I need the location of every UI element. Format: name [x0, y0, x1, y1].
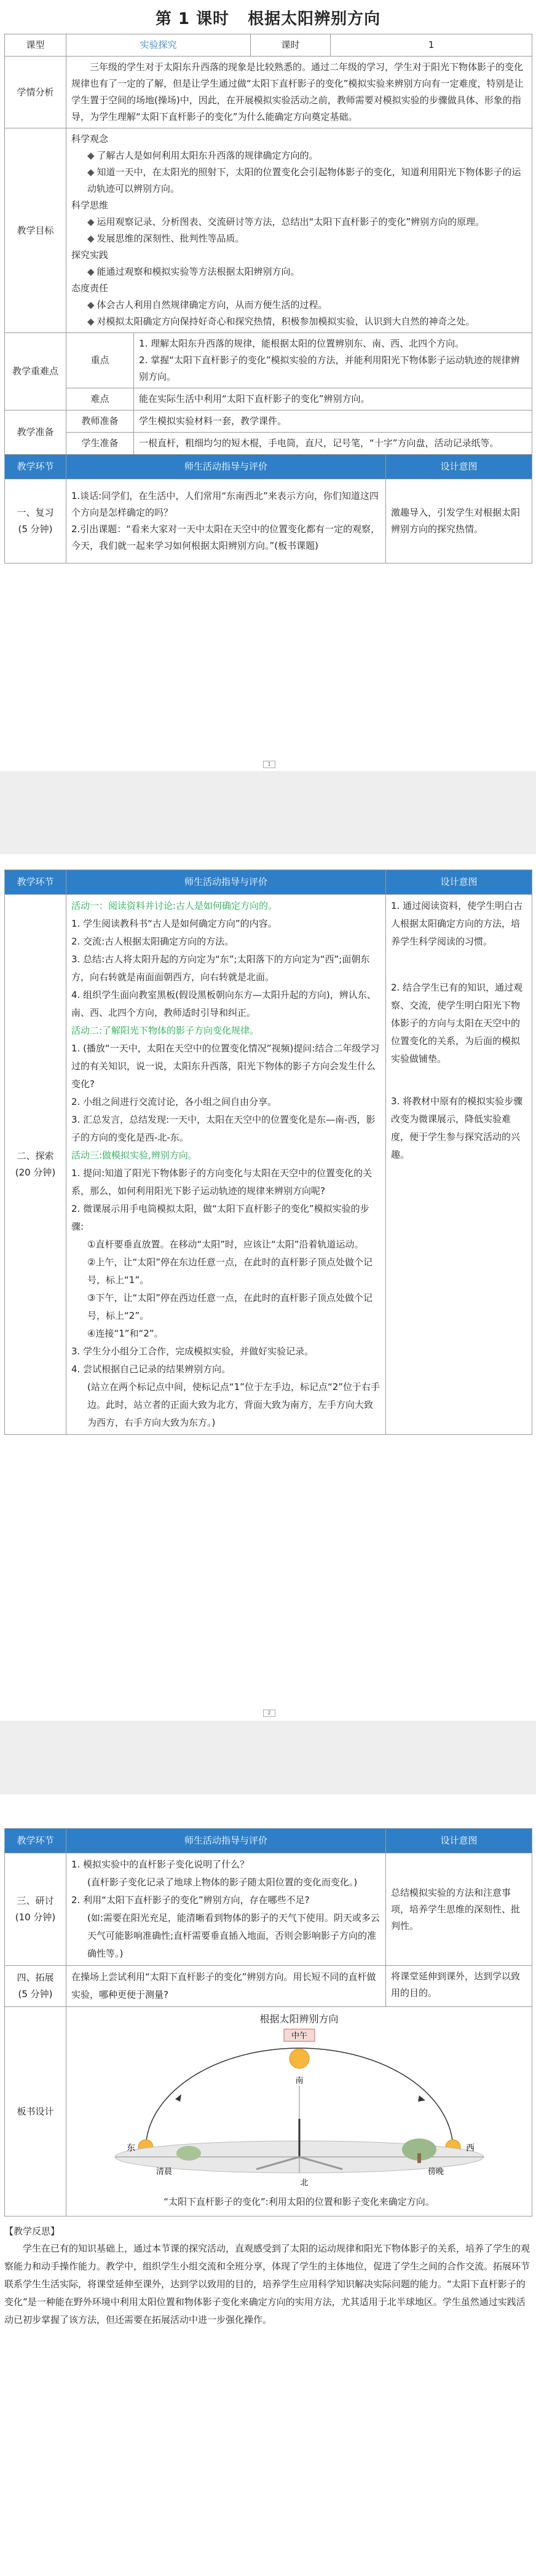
intent-item: 2. 结合学生已有的知识，通过观察、交流，使学生明白阳光下物体影子的方向与太阳在天空中的位置变化的关系，为后面的模拟实验做铺垫。 — [391, 982, 523, 1064]
explore-activity — [66, 895, 386, 1435]
activity-item: 4. 组织学生面向教室黑板(假设黑板朝向东方—太阳升起的方向)，辨认东、南、西、北四个方向，教师适时引导和纠正。 — [71, 989, 376, 1018]
page-indicator: 1 — [263, 761, 275, 768]
activity-note: (如:需要在阳光充足，能清晰看到物体的影子的天气下使用。阴天或多云天气可能影响准确性;直杆需要垂直插入地面，否则会影响影子方向的准确性等。) — [87, 1912, 380, 1959]
checkbox-icon: ◆ — [87, 233, 95, 244]
page-title — [0, 0, 536, 34]
activity-item: 3. 汇总发言，总结发现:一天中，太阳在天空中的位置变化是东—南-西，影子的方向的变化是西-北-东。 — [71, 1114, 376, 1143]
stage-expand: 四、拓展 (5 分钟) — [5, 1966, 66, 2007]
type-label: 课型 — [5, 34, 66, 57]
board-diagram — [72, 2027, 527, 2194]
student-prep-text: 一根直杆，粗细均匀的短木棍，手电筒，直尺，记号笔，“十字”方向盘，活动记录纸等。 — [134, 433, 532, 455]
student-prep-label: 学生准备 — [66, 433, 134, 455]
activity-note: (直杆影子变化记录了地球上物体的影子随太阳位置的变化而变化。) — [87, 1877, 358, 1888]
analysis-label: 学情分析 — [5, 57, 66, 128]
review-activity — [66, 479, 386, 564]
stage-review: 一、复习 (5 分钟) — [5, 479, 66, 564]
difficulty-text: 能在实际生活中利用“太阳下直杆影子的变化”辨别方向。 — [134, 388, 532, 410]
reflection-section — [4, 2223, 532, 2329]
evening-label: 傍晚 — [427, 2167, 444, 2177]
checkbox-icon: ◆ — [87, 299, 95, 310]
header-stage: 教学环节 — [5, 455, 66, 479]
key-points-table — [4, 332, 532, 455]
activity-item: 1.谈话:同学们，在生活中，人们常用“东南西北”来表示方向，你们知道这四个方向是怎样确定的吗？ — [71, 490, 379, 518]
goal-item: ◆ 了解古人是如何利用太阳东升西落的规律确定方向的。 — [87, 150, 318, 161]
morning-label: 清晨 — [156, 2167, 172, 2177]
type-value: 实验探究 — [66, 34, 251, 57]
activity-item: 1. 学生阅读教科书“古人是如何确定方向”的内容。 — [71, 918, 277, 929]
goal-item: ◆ 运用观察记录、分析图表、交流研讨等方法，总结出“太阳下直杆影子的变化”辨别方向的原理。 — [87, 216, 485, 227]
header-activity: 师生活动指导与评价 — [66, 1829, 386, 1853]
intent-item: 3. 将教材中原有的模拟实验步骤改变为微课展示，降低实验难度，便于学生参与探究活动的兴趣。 — [391, 1096, 523, 1160]
goal-heading: 探究实践 — [71, 249, 109, 261]
stage-explore: 二、探索 (20 分钟) — [5, 895, 66, 1435]
activity-step: ②上午，让“太阳”停在东边任意一点，在此时的直杆影子顶点处做个记号，标上“1”。 — [87, 1257, 372, 1286]
checkbox-icon: ◆ — [87, 266, 95, 277]
activity-item: 2. 利用“太阳下直杆影子的变化”辨别方向，存在哪些不足? — [71, 1895, 310, 1906]
discuss-activity — [66, 1853, 386, 1966]
header-intent: 设计意图 — [386, 870, 532, 895]
activity-item: 2.引出课题：“看来大家对一天中太阳在天空中的位置变化都有一定的观察，今天，我们就一起来学习如何根据太阳辨别方向。”(板书课题) — [71, 524, 380, 551]
goal-item: ◆ 发展思维的深刻性、批判性等品质。 — [87, 233, 245, 244]
lesson-number: 第 1 课时 — [155, 10, 230, 28]
activity-step: ④连接“1”和“2”。 — [87, 1328, 164, 1339]
board-caption: “太阳下直杆影子的变化”:利用太阳的位置和影子变化来确定方向。 — [164, 2196, 435, 2207]
activity-step: ①直杆要垂直放置。在移动“太阳”时，应该让“太阳”沿着轨道运动。 — [87, 1239, 364, 1250]
header-activity: 师生活动指导与评价 — [66, 870, 386, 895]
key-cell — [134, 333, 532, 388]
goal-item: ◆ 知道一天中，在太阳光的照射下，太阳的位置变化会引起物体影子的变化，知道利用阳光下物体影子的运动轨迹可以辨别方向。 — [87, 167, 521, 194]
page-2 — [0, 854, 536, 1721]
activity-item: 3. 学生分小组分工合作，完成模拟实验，并做好实验记录。 — [71, 1346, 314, 1357]
noon-label: 中午 — [291, 2032, 307, 2041]
activity-step: ③下午，让“太阳”停在西边任意一点，在此时的直杆影子顶点处做个记号，标上“2”。 — [87, 1292, 372, 1321]
key-label: 教学重难点 — [5, 333, 66, 410]
teacher-prep-text: 学生模拟实验材料一套，教学课件。 — [134, 410, 532, 433]
goal-item: ◆ 体会古人利用自然规律确定方向，从而方便生活的过程。 — [87, 299, 328, 310]
sun-icon — [290, 2049, 309, 2068]
activity-item: 2. 交流:古人根据太阳确定方向的方法。 — [71, 936, 234, 947]
review-intent: 激趣导入，引发学生对根据太阳辨别方向的探究热情。 — [386, 479, 532, 564]
key-sub-label: 重点 — [66, 333, 134, 388]
header-intent: 设计意图 — [386, 1829, 532, 1853]
east-label: 东 — [126, 2143, 135, 2153]
process-table-2 — [4, 870, 532, 1435]
goal-heading: 科学观念 — [71, 133, 109, 144]
activity-title: 活动三:做模拟实验,辨别方向。 — [71, 1150, 197, 1161]
process-table-1 — [4, 454, 532, 564]
reflection-text: 学生在已有的知识基础上，通过本节课的探究活动，直观感受到了太阳的运动规律和阳光下物体影子的关系，培养了学生的观察能力和动手操作能力。教学中，组织学生小组交流和全班分享，体现了学生的主体地位，促进了学生之间的合作交流。拓展环节联系学生生活实际，将课堂延伸至课外，达到学以致用的目的，培养学生应用科学知识解决实际问题的能力。“太阳下直杆影子的变化”是一种能在野外环境中利用太阳位置和物体影子变化来确定方向的实用方法，尤其适用于北半球地区。学生虽然通过实践活动已初步掌握了该方法，但还需要在拓展活动中进一步强化操作。 — [4, 2243, 530, 2325]
south-label: 南 — [294, 2076, 304, 2086]
board-title: 根据太阳辨别方向 — [259, 2013, 339, 2025]
explore-intent — [386, 895, 532, 1435]
discuss-intent: 总结模拟实验的方法和注意事项，培养学生思维的深刻性、批判性。 — [386, 1853, 532, 1966]
reflection-title: 【教学反思】 — [4, 2226, 60, 2237]
page-1 — [0, 0, 536, 771]
hours-value: 1 — [331, 34, 532, 57]
activity-item: 1. (播放“一天中，太阳在天空中的位置变化情况”视频)提问:结合二年级学习过的有关知识，说一说，太阳东升西落，阳光下物体的影子方向会发生什么变化? — [71, 1043, 380, 1090]
key-item: 1. 理解太阳东升西落的规律，能根据太阳的位置辨别东、南、西、北四个方向。 — [139, 338, 465, 349]
goal-heading: 态度责任 — [71, 283, 109, 294]
activity-item: 1. 模拟实验中的直杆影子变化说明了什么？ — [71, 1859, 250, 1870]
checkbox-icon: ◆ — [87, 316, 95, 327]
goals-label: 教学目标 — [5, 128, 66, 333]
lesson-title: 根据太阳辨别方向 — [248, 10, 381, 28]
hours-label: 课时 — [251, 34, 331, 57]
checkbox-icon: ◆ — [87, 167, 95, 178]
activity-item: 2. 小组之间进行交流讨论，各小组之间自由分享。 — [71, 1096, 277, 1107]
header-stage: 教学环节 — [5, 1829, 66, 1853]
expand-activity: 在操场上尝试利用“太阳下直杆影子的变化”辨别方向。用长短不同的直杆做实验，哪种更便于测量? — [66, 1966, 386, 2007]
activity-item: 2. 微课展示用手电筒模拟太阳，做“太阳下直杆影子的变化”模拟实验的步骤: — [71, 1203, 369, 1232]
north-label: 北 — [299, 2178, 309, 2188]
process-table-3 — [4, 1828, 532, 2217]
page-indicator: 2 — [263, 1710, 275, 1717]
stage-discuss: 三、研讨 (10 分钟) — [5, 1853, 66, 1966]
board-label: 板书设计 — [5, 2007, 66, 2217]
board-design-cell — [66, 2007, 532, 2217]
prep-label: 教学准备 — [5, 410, 66, 455]
analysis-cell — [66, 57, 532, 128]
goal-item: ◆ 能通过观察和模拟实验等方法根据太阳辨别方向。 — [87, 266, 300, 277]
key-item: 2. 掌握“太阳下直杆影子的变化”模拟实验的方法，并能利用阳光下物体影子运动轨迹的规律辨别方向。 — [139, 355, 520, 382]
west-label: 西 — [465, 2143, 475, 2153]
goals-cell — [66, 128, 532, 333]
teacher-prep-label: 教师准备 — [66, 410, 134, 433]
header-intent: 设计意图 — [386, 455, 532, 479]
checkbox-icon: ◆ — [87, 150, 95, 161]
goal-heading: 科学思维 — [71, 200, 109, 211]
page-3 — [0, 1794, 536, 2576]
lesson-info-table — [4, 34, 532, 333]
activity-item: 1. 提问:知道了阳光下物体影子的方向变化与太阳在天空中的位置变化的关系，那么，如何利用阳光下影子运动轨迹的规律来辨别方向呢? — [71, 1168, 372, 1196]
header-activity: 师生活动指导与评价 — [66, 455, 386, 479]
activity-item: 3. 总结:古人将太阳升起的方向定为“东”;太阳落下的方向定为“西”;面朝东方，向右转就是南面面朝西方，向右转就是北面。 — [71, 954, 370, 983]
difficulty-label: 难点 — [66, 388, 134, 410]
analysis-text: 三年级的学生对于太阳东升西落的现象是比较熟悉的。通过二年级的学习，学生对于阳光下物体影子的变化规律也有了一定的了解，但是让学生通过做“太阳下直杆影子的变化”模拟实验来辨别方向有一定难度，特别是让学生置于空间的场地(操场)中，因此，在开展模拟实验活动之前，教师需要对模拟实验的步骤做具体、形象的指导，为学生理解“太阳下直杆影子的变化”为什么能确定方向奠定基础。 — [71, 61, 524, 122]
expand-intent: 将课堂延伸到课外，达到学以致用的目的。 — [386, 1966, 532, 2007]
header-stage: 教学环节 — [5, 870, 66, 895]
activity-note: (站立在两个标记点中间，使标记点“1”位于左手边，标记点“2”位于右手边。此时，站立者的正面大致为北方，背面大致为南方，左手方向大致为西方，右手方向大致为东方。) — [87, 1381, 380, 1428]
intent-item: 1. 通过阅读资料，使学生明白古人根据太阳确定方向的方法，培养学生科学阅读的习惯。 — [391, 900, 523, 947]
goal-item: ◆ 对模拟太阳确定方向保持好奇心和探究热情，积极参加模拟实验，认识到大自然的神奇之处。 — [87, 316, 475, 327]
activity-item: 4. 尝试根据自己记录的结果辨别方向。 — [71, 1364, 231, 1375]
checkbox-icon: ◆ — [87, 216, 95, 227]
activity-title: 活动一：阅读资料并讨论:古人是如何确定方向的。 — [71, 900, 278, 911]
activity-title: 活动二:了解阳光下物体的影子方向变化规律。 — [71, 1025, 259, 1036]
